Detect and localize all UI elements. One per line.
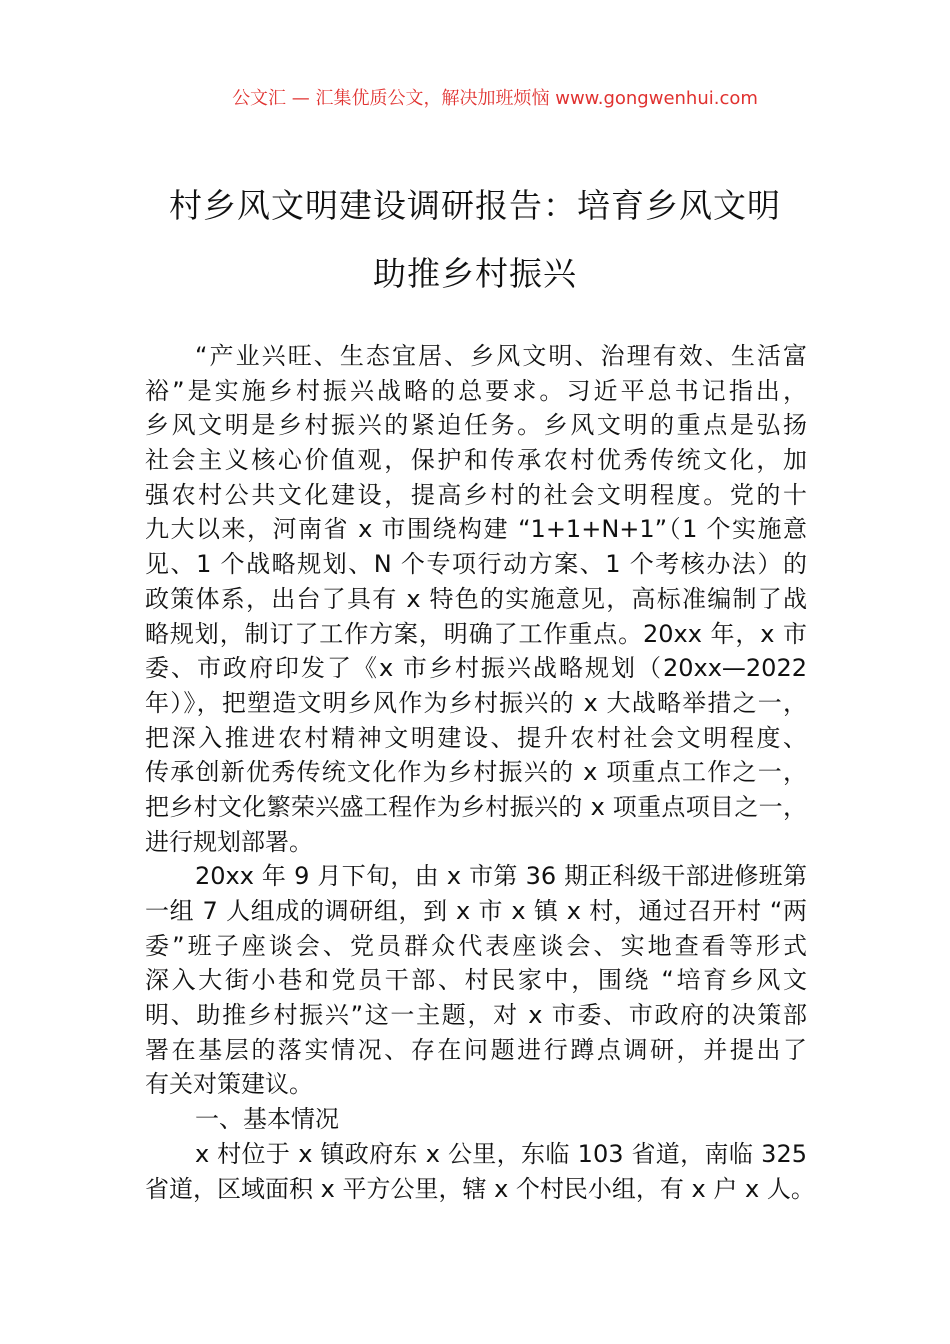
- text-line: 见、1 个战略规划、N 个专项行动方案、1 个考核办法）的: [145, 550, 807, 579]
- text-line: 有关对策建议。: [145, 1070, 313, 1099]
- text-line: x 村位于 x 镇政府东 x 公里，东临 103 省道，南临 325: [195, 1139, 807, 1168]
- text-line: 进行规划部署。: [145, 827, 313, 856]
- text-line: 九大以来，河南省 x 市围绕构建 “1+1+N+1”（1 个实施意: [145, 515, 807, 544]
- text-line: 把深入推进农村精神文明建设、提升农村社会文明程度、: [145, 723, 807, 752]
- text-line: 委”班子座谈会、党员群众代表座谈会、实地查看等形式: [145, 931, 807, 960]
- paragraph: [145, 1137, 815, 1206]
- text-line: 年）》，把塑造文明乡风作为乡村振兴的 x 大战略举措之一，: [145, 688, 807, 717]
- text-line: 略规划，制订了工作方案，明确了工作重点。20xx 年，x 市: [145, 619, 807, 648]
- text-line: 社会主义核心价值观，保护和传承农村优秀传统文化，加: [145, 446, 807, 475]
- paragraph: [145, 1102, 807, 1137]
- text-line: 强农村公共文化建设，提高乡村的社会文明程度。党的十: [145, 480, 807, 509]
- text-line: 传承创新优秀传统文化作为乡村振兴的 x 项重点工作之一，: [145, 758, 807, 787]
- watermark-banner: 公文汇 — 汇集优质公文，解决加班烦恼 www.gongwenhui.com: [232, 88, 758, 109]
- text-line: 明、助推乡村振兴”这一主题，对 x 市委、市政府的决策部: [145, 1001, 807, 1030]
- document-body: [145, 339, 815, 1206]
- paragraph: [145, 339, 807, 859]
- text-line: 委、市政府印发了《x 市乡村振兴战略规划（20xx—2022: [145, 654, 807, 683]
- text-line: 乡风文明是乡村振兴的紧迫任务。乡风文明的重点是弘扬: [145, 411, 807, 440]
- document-title-line-1: 村乡风文明建设调研报告：培育乡风文明: [169, 186, 781, 225]
- text-line: “产业兴旺、生态宜居、乡风文明、治理有效、生活富: [195, 342, 807, 370]
- text-line: 20xx 年 9 月下旬，由 x 市第 36 期正科级干部进修班第: [195, 862, 807, 891]
- text-line: 裕”是实施乡村振兴战略的总要求。习近平总书记指出，: [145, 376, 807, 405]
- text-line: 一组 7 人组成的调研组，到 x 市 x 镇 x 村，通过召开村 “两: [145, 897, 807, 925]
- text-line: 署在基层的落实情况、存在问题进行蹲点调研，并提出了: [145, 1035, 807, 1064]
- document-title-line-2: 助推乡村振兴: [373, 254, 577, 293]
- text-line: 政策体系，出台了具有 x 特色的实施意见，高标准编制了战: [145, 584, 807, 613]
- text-line: 深入大街小巷和党员干部、村民家中，围绕 “培育乡风文: [145, 966, 807, 995]
- text-line: 省道，区域面积 x 平方公里，辖 x 个村民小组，有 x 户 x 人。: [145, 1174, 815, 1203]
- text-line: 把乡村文化繁荣兴盛工程作为乡村振兴的 x 项重点项目之一，: [145, 792, 807, 821]
- paragraph: [145, 859, 807, 1102]
- text-line: 一、基本情况: [195, 1105, 339, 1134]
